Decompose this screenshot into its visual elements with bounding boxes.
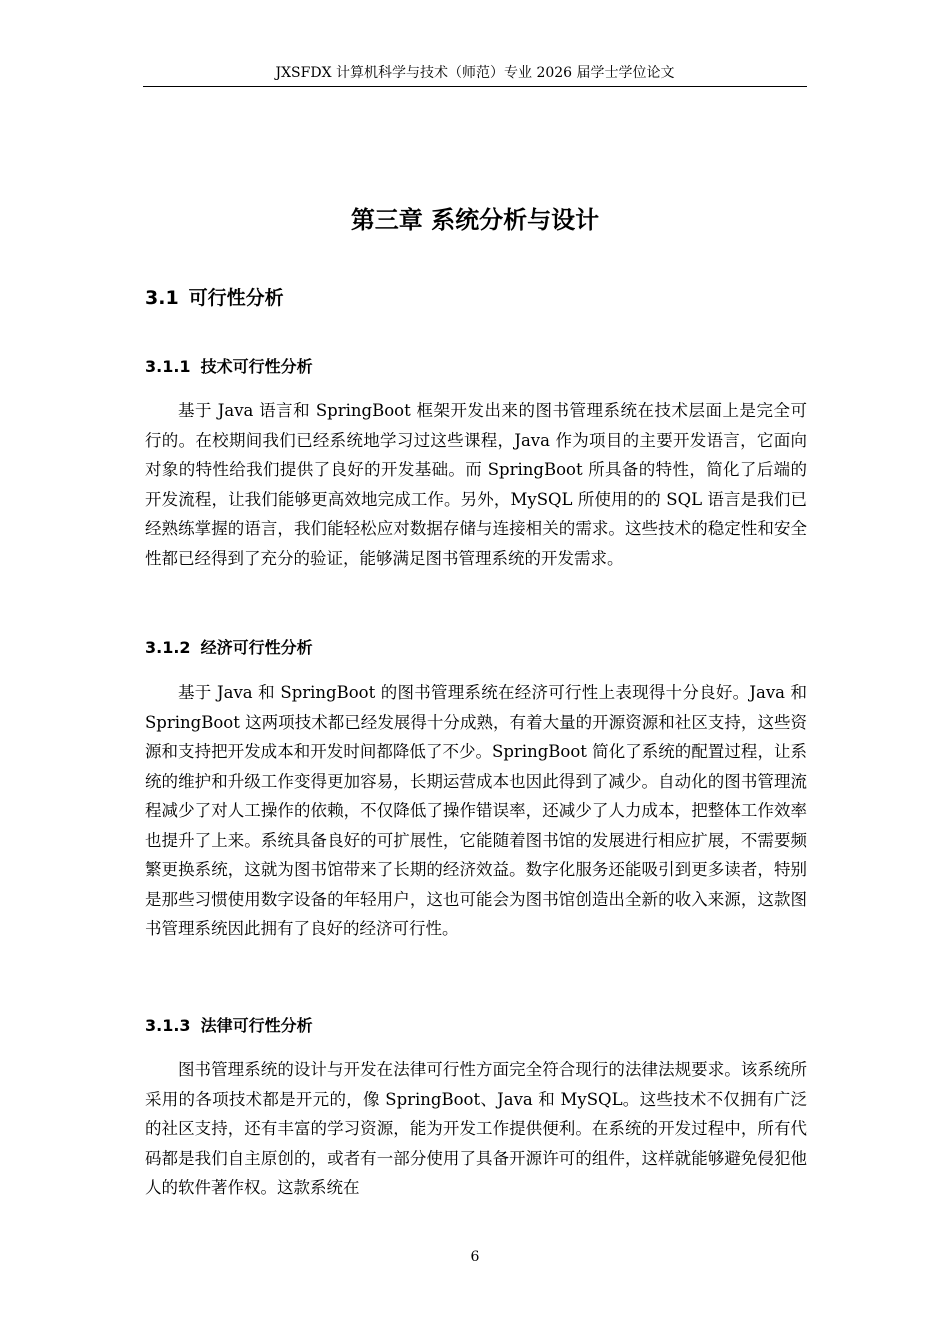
page-number: 6	[470, 1249, 480, 1265]
header-rule	[143, 86, 807, 87]
chapter-title: 第三章 系统分析与设计	[350, 206, 600, 234]
subsection-title: 法律可行性分析	[200, 1016, 313, 1035]
subsection-title: 技术可行性分析	[200, 357, 313, 376]
running-header: JXSFDX 计算机科学与技术（师范）专业 2026 届学士学位论文	[275, 65, 675, 81]
subsection-heading-3-1-1	[145, 354, 313, 380]
subsection-number: 3.1.3	[145, 1016, 191, 1035]
paragraph-economic-feasibility: 基于 Java 和 SpringBoot 的图书管理系统在经济可行性上表现得十分良好。Java 和 SpringBoot 这两项技术都已经发展得十分成熟，有着大量的开源资源和社区支持，这些资源和支持把开发成本和开发时间都降低了不少。SpringBoot 简化了系统的配置过程，让系统的维护和升级工作变得更加容易，长期运营成本也因此得到了减少。自动化的图书管理流程减少了对人工操作的依赖，不仅降低了操作错误率，还减少了人力成本，把整体工作效率也提升了上来。系统具备良好的可扩展性，它能随着图书馆的发展进行相应扩展，不需要频繁更换系统，这就为图书馆带来了长期的经济效益。数字化服务还能吸引到更多读者，特别是那些习惯使用数字设备的年轻用户，这也可能会为图书馆创造出全新的收入来源，这款图书管理系统因此拥有了良好的经济可行性。	[145, 683, 807, 938]
section-heading-3-1	[145, 282, 284, 314]
section-title: 可行性分析	[188, 287, 284, 309]
paragraph-technical-feasibility: 基于 Java 语言和 SpringBoot 框架开发出来的图书管理系统在技术层面上是完全可行的。在校期间我们已经系统地学习过这些课程，Java 作为项目的主要开发语言，它面向对象的特性给我们提供了良好的开发基础。而 SpringBoot 所具备的特性，简化了后端的开发流程，让我们能够更高效地完成工作。另外，MySQL 所使用的的 SQL 语言是我们已经熟练掌握的语言，我们能轻松应对数据存储与连接相关的需求。这些技术的稳定性和安全性都已经得到了充分的验证，能够满足图书管理系统的开发需求。	[145, 401, 807, 568]
subsection-heading-3-1-2	[145, 635, 313, 661]
section-number: 3.1	[145, 287, 179, 309]
subsection-title: 经济可行性分析	[200, 638, 313, 657]
subsection-number: 3.1.1	[145, 357, 191, 376]
subsection-number: 3.1.2	[145, 638, 191, 657]
subsection-heading-3-1-3	[145, 1013, 313, 1039]
paragraph-legal-feasibility: 图书管理系统的设计与开发在法律可行性方面完全符合现行的法律法规要求。该系统所采用的各项技术都是开元的，像 SpringBoot、Java 和 MySQL。这些技术不仅拥有广泛的社区支持，还有丰富的学习资源，能为开发工作提供便利。在系统的开发过程中，所有代码都是我们自主原创的，或者有一部分使用了具备开源许可的组件，这样就能够避免侵犯他人的软件著作权。这款系统在	[145, 1060, 807, 1197]
